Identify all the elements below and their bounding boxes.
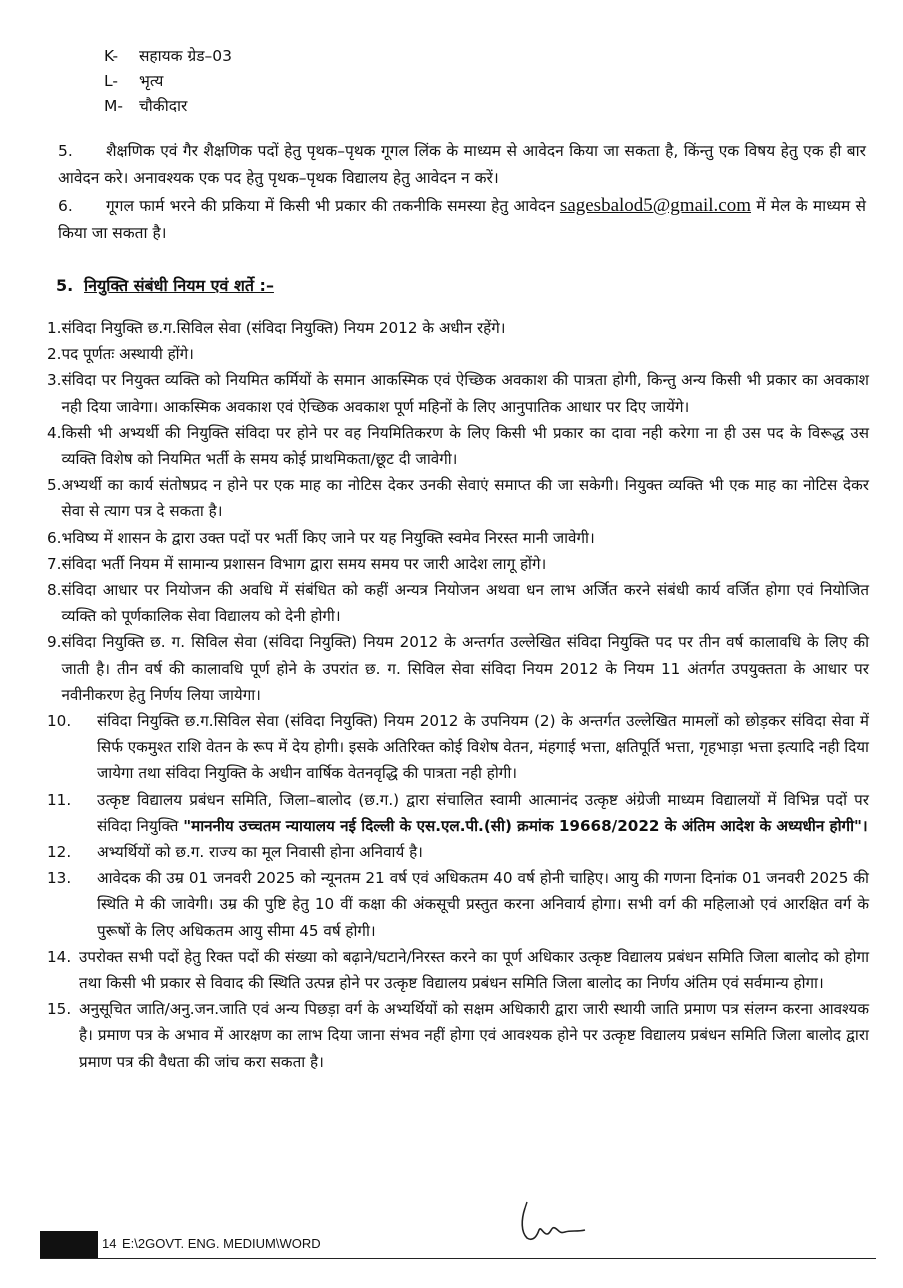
rule-text: उपरोक्त सभी पदों हेतु रिक्त पदों की संख्या को बढ़ाने/घटाने/निरस्त करने का पूर्ण अधिकार उत्कृष्ट विद्यालय प्रबंधन समिति जिला बालोद को होगा तथा किसी भी प्रकार से विवाद की स्थिति उत्पन्न होने पर उत्कृष्ट विद्यालय प्रबंधन समिति जिला बालोद का निर्णय अंतिम एवं सर्वमान्य होगा।	[79, 947, 869, 993]
rule-item	[47, 525, 869, 551]
rule-text: अनुसूचित जाति/अनु.जन.जाति एवं अन्य पिछड़ा वर्ग के अभ्यर्थियों को सक्षम अधिकारी द्वारा जारी स्थायी जाति प्रमाण पत्र संलग्न करना आवश्यक है। प्रमाण पत्र के अभाव में आरक्षण का लाभ दिया जाना संभव नहीं होगा एवं आवश्यक होने पर उत्कृष्ट विद्यालय प्रबंधन समिति जिला बालोद द्वारा प्रमाण पत्र की वैधता की जांच करा सकता है।	[79, 1000, 869, 1071]
rule-item	[47, 341, 869, 367]
signature-mark	[515, 1200, 595, 1250]
rule-item	[47, 420, 869, 472]
post-letter: L-	[104, 72, 118, 90]
rule-number: 11.	[47, 790, 72, 809]
rule-number: 1.	[47, 319, 62, 337]
rule-number: 14.	[47, 947, 72, 966]
rule-item	[47, 472, 869, 524]
rule-item	[47, 839, 869, 865]
rule-item	[47, 708, 869, 787]
page-number: 14	[102, 1236, 117, 1251]
court-order-reference: "माननीय उच्चतम न्यायालय नई दिल्ली के एस.एल.पी.(सी) क्रमांक 19668/2022 के अंतिम आदेश के अध्यधीन होगी"।	[183, 816, 868, 835]
rule-number: 13.	[47, 869, 72, 888]
post-item	[104, 69, 163, 93]
rule-item	[47, 944, 869, 996]
rule-item	[47, 996, 869, 1075]
paragraph-text: शैक्षणिक एवं गैर शैक्षणिक पदों हेतु पृथक–पृथक गूगल लिंक के माध्यम से आवेदन किया जा सकता है, किंन्तु एक विषय हेतु एक ही बार आवेदन करे। अनावश्यक एक पद हेतु पृथक–पृथक विद्यालय हेतु आवेदन न करें।	[58, 142, 866, 187]
rules-list	[47, 315, 869, 1075]
footer-divider	[40, 1258, 876, 1259]
rule-number: 9.	[47, 633, 62, 652]
rule-text: संविदा नियुक्ति छ. ग. सिविल सेवा (संविदा नियुक्ति) नियम 2012 के अन्तर्गत उल्लेखित संविदा नियुक्ति पद पर तीन वर्ष कालावधि के लिए की जाती है। तीन वर्ष की कालावधि पूर्ण होने के उपरांत छ. ग. सिविल सेवा संविदा नियम 2012 के नियम 11 अंतर्गत उपयुक्तता के आधार पर नवीनीकरण हेतु निर्णय लिया जायेगा।	[61, 633, 869, 704]
section-title: नियुक्ति संबंधी नियम एवं शर्ते :–	[84, 276, 274, 295]
contact-email-link[interactable]: sagesbalod5@gmail.com	[559, 195, 752, 216]
footer-bar	[40, 1231, 98, 1258]
rule-number: 15.	[47, 1000, 72, 1019]
rule-number: 3.	[47, 371, 62, 390]
rule-text: संविदा आधार पर नियोजन की अवधि में संबंधित को कहीं अन्यत्र नियोजन अथवा धन लाभ अर्जित करने संबंधी कार्य वर्जित होगा एवं नियोजित व्यक्ति को पूर्णकालिक सेवा विद्यालय को देनी होगी।	[61, 581, 869, 626]
rule-number: 8.	[47, 581, 62, 600]
post-letter: K-	[104, 47, 119, 65]
paragraph-text: गूगल फार्म भरने की प्रकिया में किसी भी प्रकार की तकनीकि समस्या हेतु आवेदन	[106, 197, 555, 215]
rule-number: 7.	[47, 554, 62, 573]
section-number: 5.	[56, 276, 74, 295]
rule-item	[47, 629, 869, 708]
rule-number: 6.	[47, 528, 62, 547]
rule-text: संविदा नियुक्ति छ.ग.सिविल सेवा (संविदा नियुक्ति) नियम 2012 के उपनियम (2) के अन्तर्गत उल्लेखित मामलों को छोड़कर संविदा सेवा में सिर्फ एकमुश्त राशि वेतन के रूप में देय होगी। इसके अतिरिक्त कोई विशेष वेतन, मंहगाई भत्ता, क्षतिपूर्ति भत्ता, गृहभाड़ा भत्ता इत्यादि नही दिया जायेगा तथा संविदा नियुक्ति के अधीन वार्षिक वेतनवृद्धि की पात्रता नही होगी।	[97, 712, 869, 783]
paragraph-number: 6.	[58, 197, 73, 215]
rule-item	[47, 865, 869, 944]
rule-text: संविदा नियुक्ति छ.ग.सिविल सेवा (संविदा नियुक्ति) नियम 2012 के अधीन रहेंगे।	[61, 319, 506, 337]
rule-text: अभ्यर्थियों को छ.ग. राज्य का मूल निवासी होना अनिवार्य है।	[97, 843, 423, 862]
rule-text: भविष्य में शासन के द्वारा उक्त पदों पर भर्ती किए जाने पर यह नियुक्ति स्वमेव निरस्त मानी जावेगी।	[61, 528, 595, 547]
rule-number: 4.	[47, 423, 62, 442]
rule-text: पद पूर्णतः अस्थायी होंगे।	[61, 345, 194, 364]
post-item	[104, 94, 187, 118]
rule-text	[97, 787, 869, 839]
post-letter: M-	[104, 97, 123, 115]
rule-number: 2.	[47, 345, 62, 364]
rule-text: आवेदक की उम्र 01 जनवरी 2025 को न्यूनतम 21 वर्ष एवं अधिकतम 40 वर्ष होनी चाहिए। आयु की गणना दिनांक 01 जनवरी 2025 की स्थिति मे की जावेगी। उम्र की पुष्टि हेतु 10 वीं कक्षा की अंकसूची प्रस्तुत करना अनिवार्य होगा। सभी वर्ग की महिलाओ एवं आरक्षित वर्ग के पुरूषों के लिए अधिकतम आयु सीमा 45 वर्ष होगी।	[97, 869, 869, 940]
rule-text-plain: उत्कृष्ट विद्यालय प्रबंधन समिति, जिला–बालोद (छ.ग.) द्वारा संचालित स्वामी आत्मानंद उत्कृष्ट अंग्रेजी माध्यम विद्यालयों में विभिन्न पदों पर संविदा नियुक्ति	[97, 790, 869, 835]
paragraph-text: में मेल के माध्यम से किया जा सकता है।	[58, 197, 866, 242]
post-item	[104, 44, 232, 68]
instruction-paragraph	[58, 192, 866, 247]
post-name: चौकीदार	[138, 97, 188, 115]
rule-item	[47, 367, 869, 419]
rule-item	[47, 551, 869, 577]
rule-number: 10.	[47, 712, 72, 731]
post-name: सहायक ग्रेड–03	[138, 47, 232, 65]
rule-text: संविदा भर्ती नियम में सामान्य प्रशासन विभाग द्वारा समय समय पर जारी आदेश लागू होंगे।	[61, 554, 547, 573]
rule-item	[47, 787, 869, 839]
rule-text: किसी भी अभ्यर्थी की नियुक्ति संविदा पर होने पर वह नियमितिकरण के लिए किसी भी प्रकार का दावा नही करेगा ना ही उस पद के विरूद्ध उस व्यक्ति विशेष को नियमित भर्ती के समय कोई प्राथमिकता/छूट दी जावेगी।	[61, 423, 869, 469]
post-name: भृत्य	[138, 72, 164, 90]
rule-text: संविदा पर नियुक्त व्यक्ति को नियमित कर्मियों के समान आकस्मिक एवं ऐच्छिक अवकाश की पात्रता होगी, किन्तु अन्य किसी भी प्रकार का अवकाश नही दिया जावेगा। आकस्मिक अवकाश एवं ऐच्छिक अवकाश पूर्ण महिनों के लिए आनुपातिक आधार पर दिए जायेंगे।	[61, 371, 869, 416]
rule-number: 5.	[47, 476, 62, 495]
instruction-paragraph	[58, 138, 866, 192]
rule-text: अभ्यर्थी का कार्य संतोषप्रद न होने पर एक माह का नोटिस देकर उनकी सेवाएं समाप्त की जा सकेगी। नियुक्त व्यक्ति भी एक माह का नोटिस देकर सेवा से त्याग पत्र दे सकता है।	[61, 476, 869, 521]
section-heading	[56, 274, 274, 296]
rule-item	[47, 315, 869, 341]
paragraph-number: 5.	[58, 142, 73, 160]
rule-number: 12.	[47, 843, 72, 862]
file-path: E:\2GOVT. ENG. MEDIUM\WORD	[122, 1236, 321, 1251]
rule-item	[47, 577, 869, 629]
